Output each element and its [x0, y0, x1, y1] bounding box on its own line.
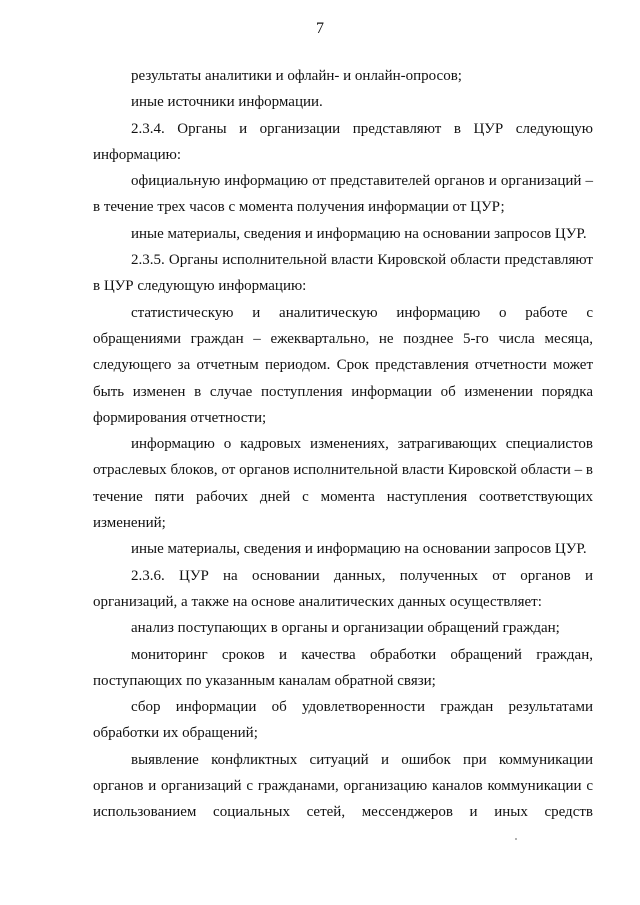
text-line: мониторинг сроков и качества обработки обращений граждан,	[131, 646, 593, 663]
text-line: иные материалы, сведения и информацию на основании запросов ЦУР.	[131, 541, 587, 558]
text-line: в ЦУР следующую информацию:	[93, 278, 307, 295]
document-body	[93, 63, 593, 826]
text-line: информацию:	[93, 146, 182, 163]
text-line: иные материалы, сведения и информацию на основании запросов ЦУР.	[131, 225, 587, 242]
text-line: выявление конфликтных ситуаций и ошибок при коммуникации	[131, 751, 593, 768]
text-line: отраслевых блоков, от органов исполнительной власти Кировской области – в	[93, 462, 593, 479]
section-heading-line: 2.3.5. Органы исполнительной власти Кировской области представляют	[131, 252, 593, 269]
text-line: результаты аналитики и офлайн- и онлайн-опросов;	[131, 68, 462, 84]
page-number: 7	[316, 20, 324, 37]
text-line: формирования отчетности;	[93, 409, 267, 426]
text-line: поступающих по указанным каналам обратной связи;	[93, 672, 436, 689]
text-line: обработки их обращений;	[93, 725, 258, 742]
text-line: быть изменен в случае поступления информации об изменении порядка	[93, 383, 593, 400]
text-line: изменений;	[93, 515, 166, 532]
text-line: следующего за отчетным периодом. Срок представления отчетности может	[93, 357, 593, 374]
text-line: организаций, а также на основе аналитических данных осуществляет:	[93, 593, 542, 610]
scan-speck	[515, 838, 517, 840]
section-heading-line: 2.3.4. Органы и организации представляют в ЦУР следующую	[131, 120, 593, 137]
text-line: течение пяти рабочих дней с момента наступления соответствующих	[93, 488, 593, 505]
text-line: иные источники информации.	[131, 94, 323, 111]
text-line: в течение трех часов с момента получения информации от ЦУР;	[93, 199, 505, 216]
text-line: анализ поступающих в органы и организации обращений граждан;	[131, 620, 560, 637]
text-line: использованием социальных сетей, мессенджеров и иных средств	[93, 804, 593, 821]
text-line: статистическую и аналитическую информацию о работе с	[131, 304, 593, 321]
text-line: сбор информации об удовлетворенности граждан результатами	[131, 699, 593, 716]
text-line: официальную информацию от представителей органов и организаций –	[131, 173, 593, 190]
text-line: обращениями граждан – ежеквартально, не позднее 5-го числа месяца,	[93, 330, 593, 347]
text-line: информацию о кадровых изменениях, затрагивающих специалистов	[131, 436, 593, 453]
section-heading-line: 2.3.6. ЦУР на основании данных, полученных от органов и	[131, 567, 593, 584]
text-line: органов и организаций с гражданами, организацию каналов коммуникации с	[93, 778, 593, 795]
